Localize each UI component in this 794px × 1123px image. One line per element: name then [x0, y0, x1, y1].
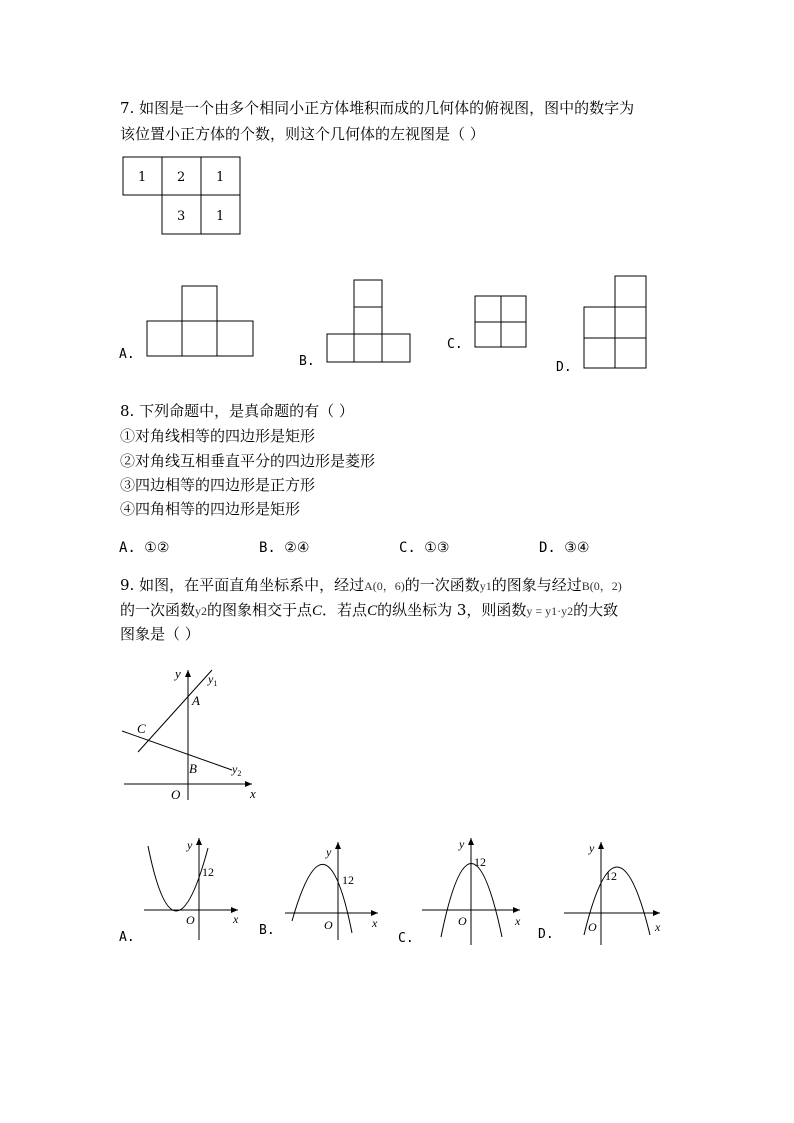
q9-text-2a: 的一次函数	[120, 601, 196, 619]
q9-text-1c: 的图象与经过	[491, 576, 582, 594]
optB-x-label: x	[372, 916, 378, 930]
grid-cell-r1c3: 1	[216, 170, 225, 185]
func-y2-math: y2	[195, 604, 208, 618]
q7-option-b-label: B.	[299, 354, 315, 369]
q8-stem: 8. 下列命题中，是真命题的有（ ）	[120, 402, 354, 420]
grid-cell-r2c3: 1	[216, 209, 225, 224]
q8-option-d: D. ③④	[539, 540, 590, 556]
optC-value: 12	[474, 855, 486, 869]
optB-value: 12	[342, 873, 354, 887]
q9-text-2b: 的图象相交于点	[207, 601, 313, 619]
optD-y-label: y	[589, 841, 595, 855]
fig-y-axis-label: y	[175, 666, 181, 681]
optA-x-label: x	[233, 912, 239, 926]
optA-value: 12	[202, 865, 214, 879]
q9-text-2e: 的大致	[573, 601, 619, 619]
q8-statement-1: ①对角线相等的四边形是矩形	[120, 427, 316, 445]
q8-statement-3: ③四边相等的四边形是正方形	[120, 476, 316, 494]
fig-x-axis-label: x	[250, 786, 256, 801]
q9-text-2c: ．若点	[322, 601, 368, 619]
q8-option-a: A. ①②	[119, 540, 170, 556]
q7-option-c-label: C.	[447, 337, 463, 352]
q8-statement-2: ②对角线互相垂直平分的四边形是菱形	[120, 452, 376, 470]
fig-y1-label: $y_1$	[208, 672, 218, 688]
q7-option-d-label: D.	[556, 360, 572, 375]
fig-point-a: A	[192, 693, 200, 708]
optC-y-label: y	[459, 837, 465, 851]
fig-origin-label: O	[171, 787, 181, 802]
q9-text-1b: 的一次函数	[404, 576, 480, 594]
q9-stem-line3: 图象是（ ）	[120, 625, 200, 643]
grid-cell-r1c1: 1	[138, 170, 147, 185]
optA-origin: O	[186, 913, 195, 927]
q7-stem-line1: 7. 如图是一个由多个相同小正方体堆积而成的几何体的俯视图，图中的数字为	[120, 99, 635, 117]
q9-text-2d: 的纵坐标为 3，则函数	[377, 601, 527, 619]
optC-origin: O	[458, 914, 467, 928]
optD-value: 12	[605, 869, 617, 883]
q8-option-c: C. ①③	[399, 540, 450, 556]
func-y-math: y = y1·y2	[526, 604, 574, 618]
q8-option-b: B. ②④	[259, 540, 310, 556]
q9-option-c-label: C.	[398, 931, 414, 946]
grid-cell-r1c2: 2	[177, 170, 186, 185]
q8-statement-4: ④四角相等的四边形是矩形	[120, 500, 301, 518]
optD-x-label: x	[655, 920, 661, 934]
optB-y-label: y	[326, 845, 332, 859]
point-b-math: B(0，2)	[581, 579, 622, 593]
q9-option-d-label: D.	[538, 927, 554, 942]
q9-option-b-label: B.	[259, 923, 275, 938]
fig-y2-label: $y_2$	[232, 762, 242, 778]
optB-origin: O	[324, 918, 333, 932]
point-c-label-2: C	[367, 603, 378, 619]
point-c-label: C	[312, 603, 323, 619]
q7-stem-line2: 该位置小正方体的个数，则这个几何体的左视图是（ ）	[120, 125, 485, 143]
fig-point-b: B	[189, 761, 197, 776]
q7-option-a-label: A.	[119, 347, 135, 362]
q9-option-a-label: A.	[119, 930, 135, 945]
grid-cell-r2c2: 3	[177, 209, 186, 224]
fig-point-c: C	[137, 721, 146, 736]
optD-origin: O	[588, 920, 597, 934]
func-y1-math: y1	[479, 579, 492, 593]
point-a-math: A(0，6)	[364, 579, 405, 593]
q9-text-1a: 9. 如图，在平面直角坐标系中，经过	[120, 576, 365, 594]
optA-y-label: y	[187, 838, 193, 852]
optC-x-label: x	[515, 914, 521, 928]
